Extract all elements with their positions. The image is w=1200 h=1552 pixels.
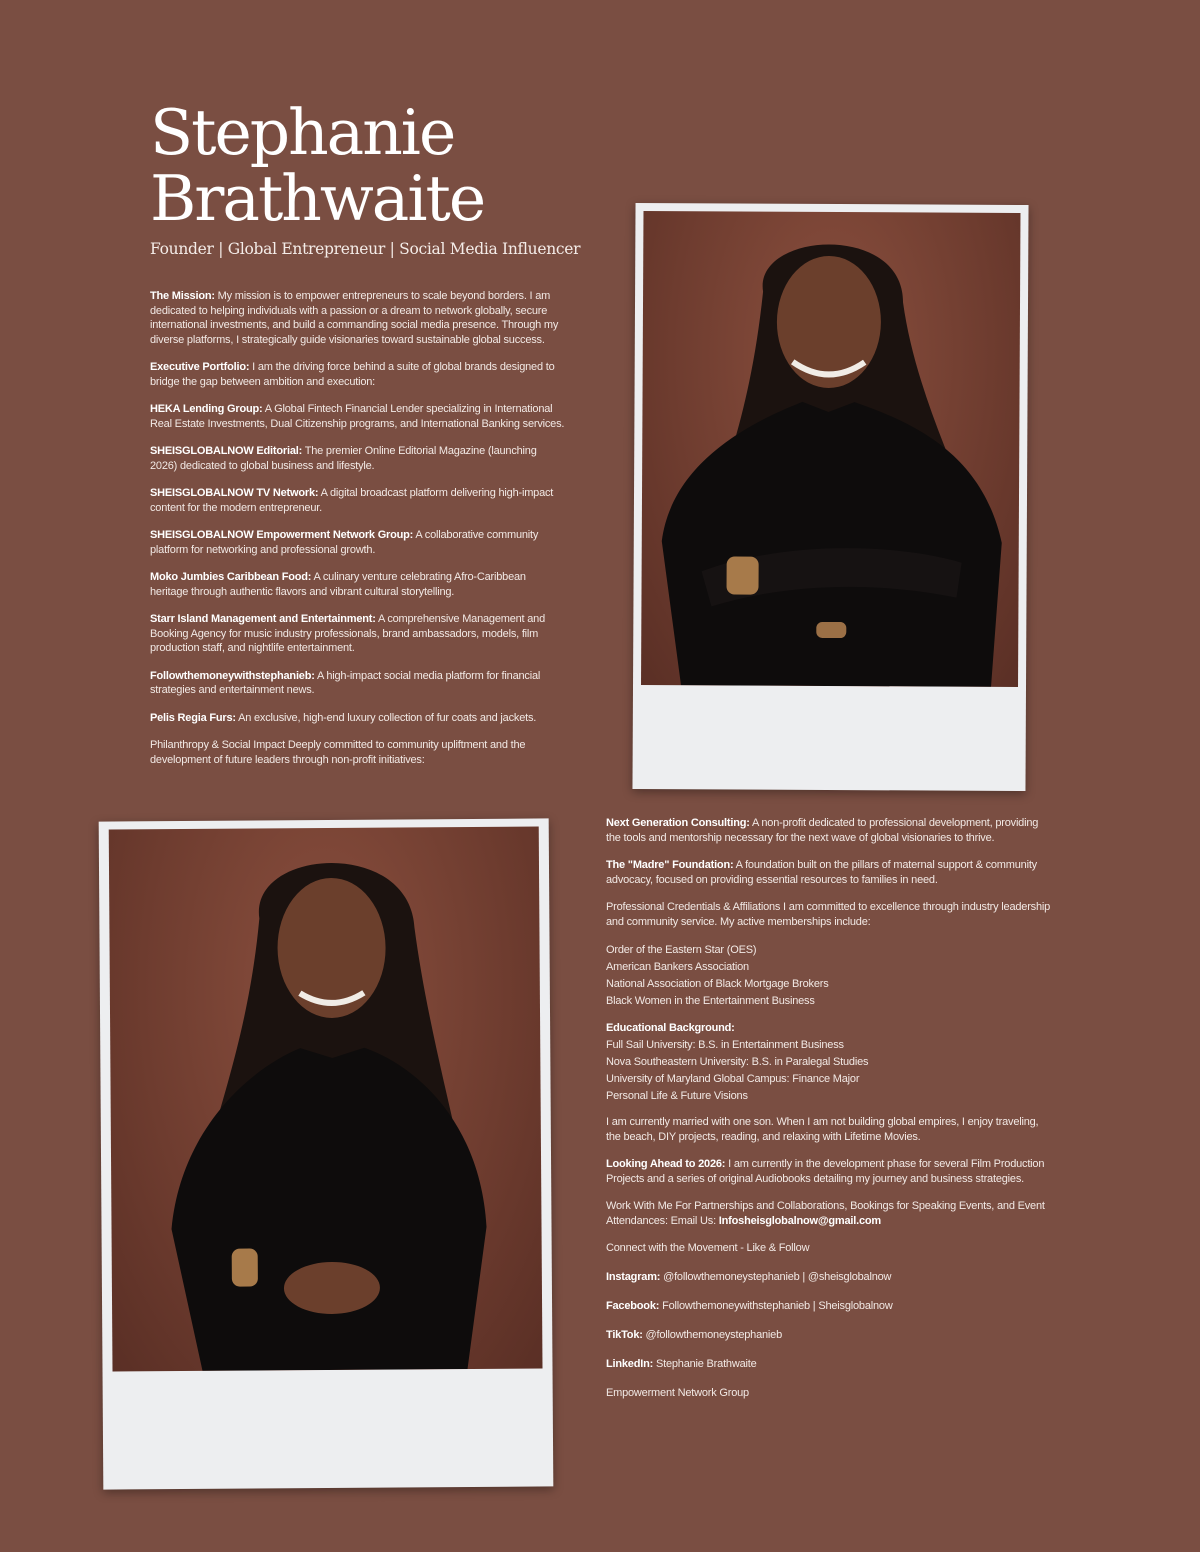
brand-text: The premier Online Editorial Magazine (launching 2026) dedicated to global business and lifestyle.: [150, 445, 537, 472]
work-text: Work With Me For Partnerships and Collaborations, Bookings for Speaking Events, and Event Attendances: Email Us:: [606, 1200, 1045, 1227]
education-list: [606, 1020, 1054, 1105]
list-item: National Association of Black Mortgage Brokers: [606, 978, 829, 990]
consulting-text: A non-profit dedicated to professional development, providing the tools and mentorship necessary for the next wave of global visionaries to thrive.: [606, 817, 1039, 844]
brand-label: SHEISGLOBALNOW Empowerment Network Group:: [150, 529, 414, 541]
brand-text: A digital broadcast platform delivering high-impact content for the modern entrepreneur.: [150, 487, 554, 514]
memberships-list: [606, 942, 1054, 1010]
brand-text: A culinary venture celebrating Afro-Caribbean heritage through authentic flavors and vibrant cultural storytelling.: [150, 571, 526, 598]
portfolio-label: Executive Portfolio:: [150, 361, 250, 373]
brand-moko-jumbies: [150, 570, 565, 599]
education-label: Educational Background:: [606, 1022, 735, 1034]
page-title: [150, 96, 485, 235]
social-label: TikTok:: [606, 1329, 643, 1341]
email-link[interactable]: Infosheisglobalnow@gmail.com: [718, 1214, 881, 1227]
polaroid-frame-bottom: [99, 818, 554, 1489]
social-label: LinkedIn:: [606, 1358, 654, 1370]
brand-heka: [150, 402, 565, 431]
credentials-paragraph: Professional Credentials & Affiliations I am committed to excellence through industry leadership and community service. My active memberships include:: [606, 901, 1051, 928]
social-handle: @followthemoneystephanieb: [642, 1329, 782, 1341]
empowerment-text: Empowerment Network Group: [606, 1387, 749, 1399]
social-section: [606, 1241, 1054, 1401]
mission-paragraph: [150, 289, 565, 347]
social-label: Instagram:: [606, 1271, 661, 1283]
personal-paragraph: I am currently married with one son. When I am not building global empires, I enjoy traveling, the beach, DIY projects, reading, and relaxing with Lifetime Movies.: [606, 1116, 1039, 1143]
brand-text: A comprehensive Management and Booking Agency for music industry professionals, brand ambassadors, models, film production staff, and nightlife entertainment.: [150, 613, 546, 654]
social-instagram: [606, 1270, 1054, 1285]
name-first: Stephanie: [150, 96, 455, 169]
social-linkedin: [606, 1357, 1054, 1372]
brand-label: Followthemoneywithstephanieb:: [150, 669, 315, 682]
connect-text: Connect with the Movement - Like & Follow: [606, 1242, 810, 1254]
list-item: Nova Southeastern University: B.S. in Paralegal Studies: [606, 1056, 869, 1068]
madre-label: The "Madre" Foundation:: [606, 859, 734, 871]
list-item: Personal Life & Future Visions: [606, 1090, 748, 1102]
portrait-photo-arms-crossed: [641, 211, 1020, 687]
social-handle: Stephanie Brathwaite: [653, 1358, 757, 1370]
brand-pelis-regia: [150, 711, 565, 726]
brand-label: SHEISGLOBALNOW Editorial:: [150, 445, 303, 457]
ahead-label: Looking Ahead to 2026:: [606, 1158, 726, 1170]
tagline: Founder | Global Entrepreneur | Social Media Influencer: [150, 240, 581, 258]
right-column: [606, 816, 1054, 1415]
brand-editorial: [150, 444, 565, 473]
mission-text: My mission is to empower entrepreneurs to scale beyond borders. I am dedicated to helping individuals with a passion or a dream to network globally, secure international investments, and build a commanding social media presence. Through my diverse platforms, I strategically guide visionaries toward sustainable global success.: [150, 290, 559, 346]
brand-label: Pelis Regia Furs:: [150, 711, 236, 724]
ahead-paragraph: [606, 1157, 1054, 1186]
brand-label: Starr Island Management and Entertainment:: [150, 613, 376, 625]
brand-text: A collaborative community platform for networking and professional growth.: [150, 529, 539, 556]
social-facebook: [606, 1299, 1054, 1314]
brand-starr-island: [150, 612, 565, 656]
work-paragraph: [606, 1199, 1054, 1228]
ahead-text: I am currently in the development phase for several Film Production Projects and a series of original Audiobooks detailing my journey and business strategies.: [606, 1158, 1045, 1185]
consulting-paragraph: [606, 816, 1054, 845]
name-last: Brathwaite: [150, 162, 485, 235]
brand-tv-network: [150, 486, 565, 515]
consulting-label: Next Generation Consulting:: [606, 817, 750, 829]
list-item: University of Maryland Global Campus: Finance Major: [606, 1073, 860, 1085]
madre-paragraph: [606, 858, 1054, 887]
portrait-illustration: [109, 827, 543, 1372]
brand-empowerment: [150, 528, 565, 557]
brand-label: Moko Jumbies Caribbean Food:: [150, 571, 312, 583]
brand-label: SHEISGLOBALNOW TV Network:: [150, 487, 319, 499]
mission-label: The Mission:: [150, 290, 215, 302]
brand-text: An exclusive, high-end luxury collection of fur coats and jackets.: [235, 711, 537, 724]
brand-followthemoney: [150, 669, 565, 698]
polaroid-frame-top: [632, 203, 1028, 791]
portfolio-text: I am the driving force behind a suite of global brands designed to bridge the gap between ambition and execution:: [150, 361, 555, 388]
list-item: Full Sail University: B.S. in Entertainment Business: [606, 1039, 844, 1051]
list-item: Black Women in the Entertainment Business: [606, 995, 815, 1007]
brand-text: A Global Fintech Financial Lender specializing in International Real Estate Investments, Dual Citizenship programs, and International Banking services.: [150, 403, 565, 430]
madre-text: A foundation built on the pillars of maternal support & community advocacy, focused on providing essential resources to families in need.: [606, 859, 1037, 886]
portfolio-paragraph: [150, 360, 565, 389]
brand-text: A high-impact social media platform for financial strategies and entertainment news.: [150, 669, 541, 696]
brand-label: HEKA Lending Group:: [150, 403, 263, 415]
left-column: [150, 289, 565, 780]
list-item: Order of the Eastern Star (OES): [606, 944, 757, 956]
social-label: Facebook:: [606, 1300, 660, 1312]
list-item: American Bankers Association: [606, 961, 749, 973]
philanthropy-paragraph: Philanthropy & Social Impact Deeply committed to community upliftment and the development of future leaders through non-profit initiatives:: [150, 739, 526, 766]
social-tiktok: [606, 1328, 1054, 1343]
social-handle: @followthemoneystephanieb | @sheisglobalnow: [660, 1271, 892, 1283]
social-handle: Followthemoneywithstephanieb | Sheisglobalnow: [659, 1300, 893, 1312]
portrait-illustration: [641, 211, 1020, 687]
portrait-photo-hands-clasped: [109, 827, 543, 1372]
